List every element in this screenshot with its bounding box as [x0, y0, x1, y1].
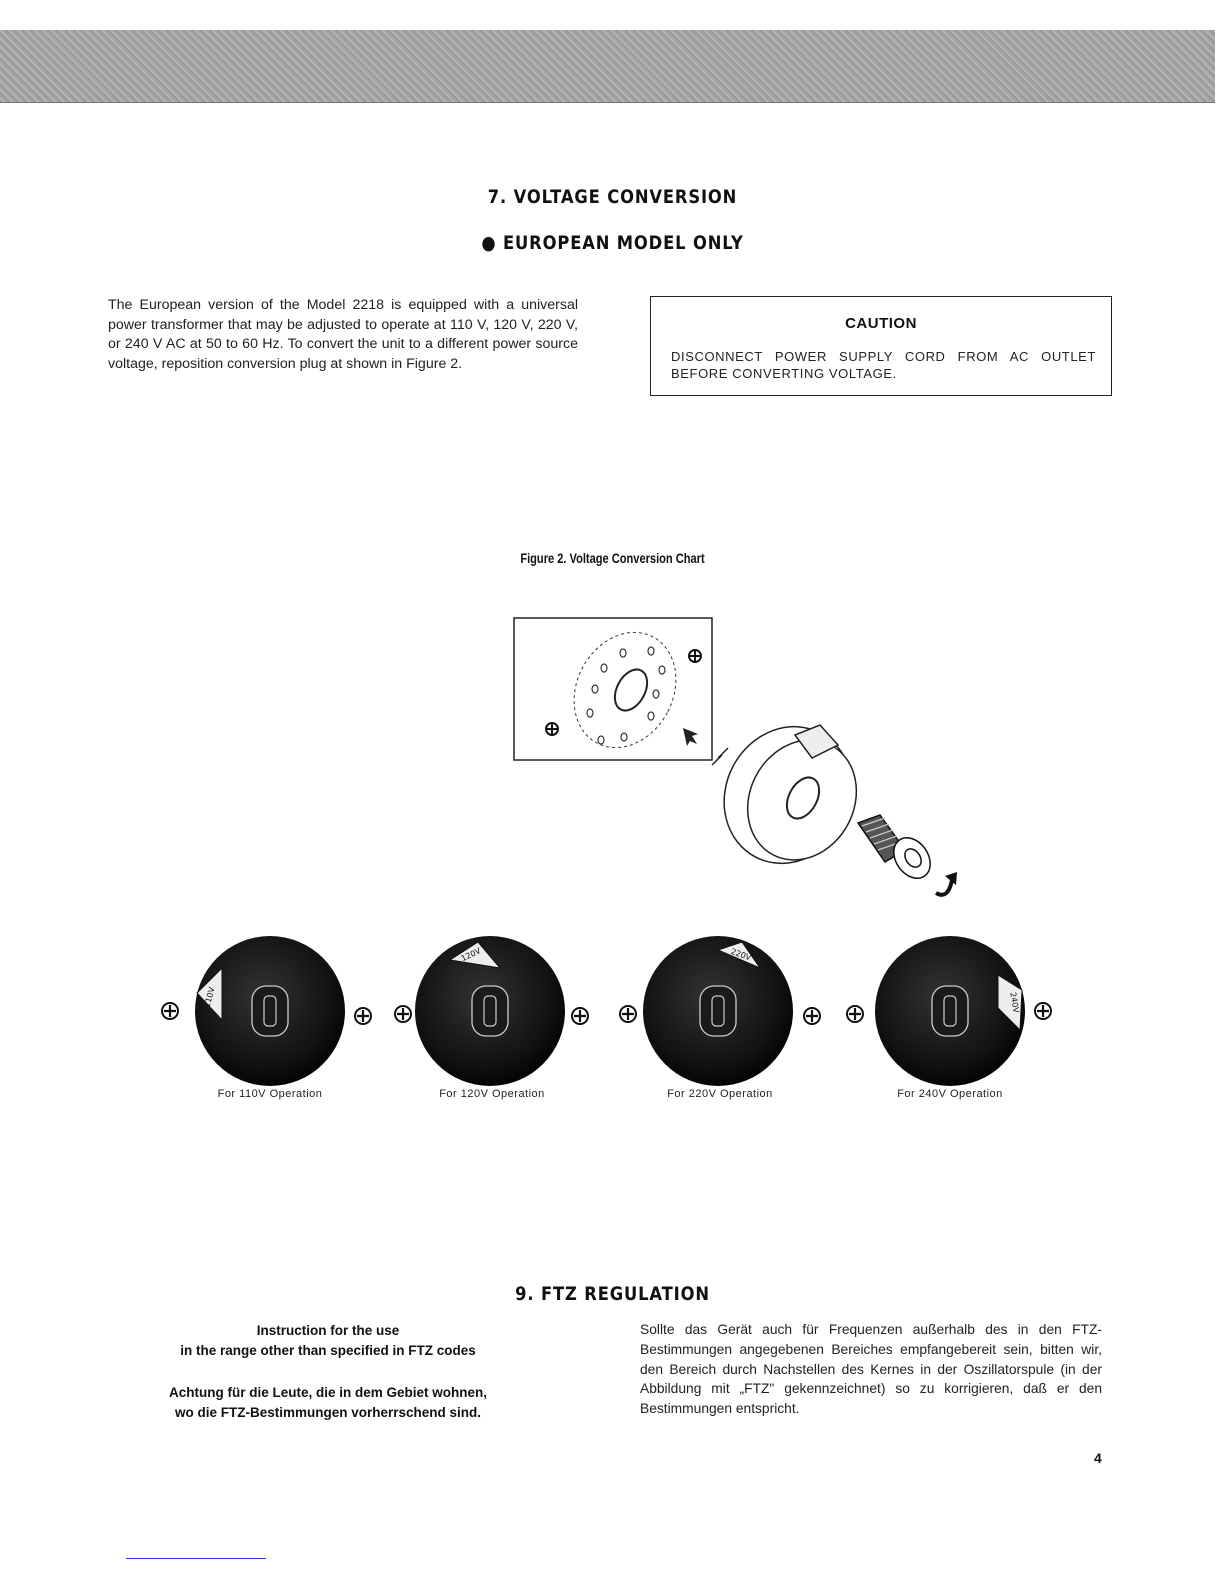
- label-240v-operation: For 240V Operation: [897, 1088, 1003, 1100]
- achtung-line-1: Achtung für die Leute, die in dem Gebiet wohnen,: [168, 1385, 487, 1400]
- socket-panel: [514, 614, 712, 765]
- conversion-plug: [700, 704, 877, 886]
- ftz-german-paragraph: Sollte das Gerät auch für Frequenzen außerhalb des in den FTZ-Bestimmungen angegebenen Bereiches empfangebereit sein, bitten wir, den Bereich durch Nachstellen des Kernes in der Oszillatorspule (in der Abbildung mit „FTZ" gekennzeichnet) so zu korrigieren, daß er den Bestimmungen entspricht.: [640, 1322, 1102, 1417]
- caution-text: DISCONNECT POWER SUPPLY CORD FROM AC OUTLET BEFORE CONVERTING VOLTAGE.: [671, 349, 1096, 381]
- plug-position-110v: [162, 936, 371, 1086]
- plug-marking-110v: 110V: [202, 986, 217, 1009]
- fuse-part: [858, 815, 938, 885]
- section-7-title: 7. VOLTAGE CONVERSION: [487, 186, 738, 208]
- european-model-subtitle: ● EUROPEAN MODEL ONLY: [481, 232, 744, 254]
- footer-link-underline: [126, 1558, 266, 1559]
- caution-title: CAUTION: [845, 315, 917, 332]
- label-220v-operation: For 220V Operation: [667, 1088, 773, 1100]
- plug-marking-120v: 120V: [459, 946, 483, 964]
- plug-position-240v: [847, 936, 1051, 1086]
- plug-marking-240v: 240V: [1008, 991, 1021, 1014]
- plug-position-220v: [620, 936, 820, 1086]
- page-number: 4: [1094, 1450, 1102, 1466]
- panel-screw-icon: [689, 650, 701, 662]
- achtung-line-2: wo die FTZ-Bestimmungen vorherrschend sind.: [174, 1405, 482, 1420]
- instruction-line-1: Instruction for the use: [256, 1323, 400, 1338]
- intro-paragraph: The European version of the Model 2218 is equipped with a universal power transformer that may be adjusted to operate at 110 V, 120 V, 220 V, or 240 V AC at 50 to 60 Hz. To convert the unit to a different power source voltage, reposition conversion plug at shown in Figure 2.: [108, 297, 578, 372]
- plug-marking-220v: 220V: [729, 946, 753, 963]
- instruction-line-2: in the range other than specified in FTZ codes: [180, 1343, 476, 1358]
- label-120v-operation: For 120V Operation: [439, 1088, 545, 1100]
- plug-position-120v: [395, 936, 588, 1086]
- panel-screw-icon: [546, 723, 558, 735]
- section-9-title: 9. FTZ REGULATION: [515, 1283, 710, 1305]
- figure-caption: Figure 2. Voltage Conversion Chart: [520, 551, 705, 566]
- rotate-arrow-icon: [936, 880, 952, 895]
- label-110v-operation: For 110V Operation: [217, 1088, 323, 1100]
